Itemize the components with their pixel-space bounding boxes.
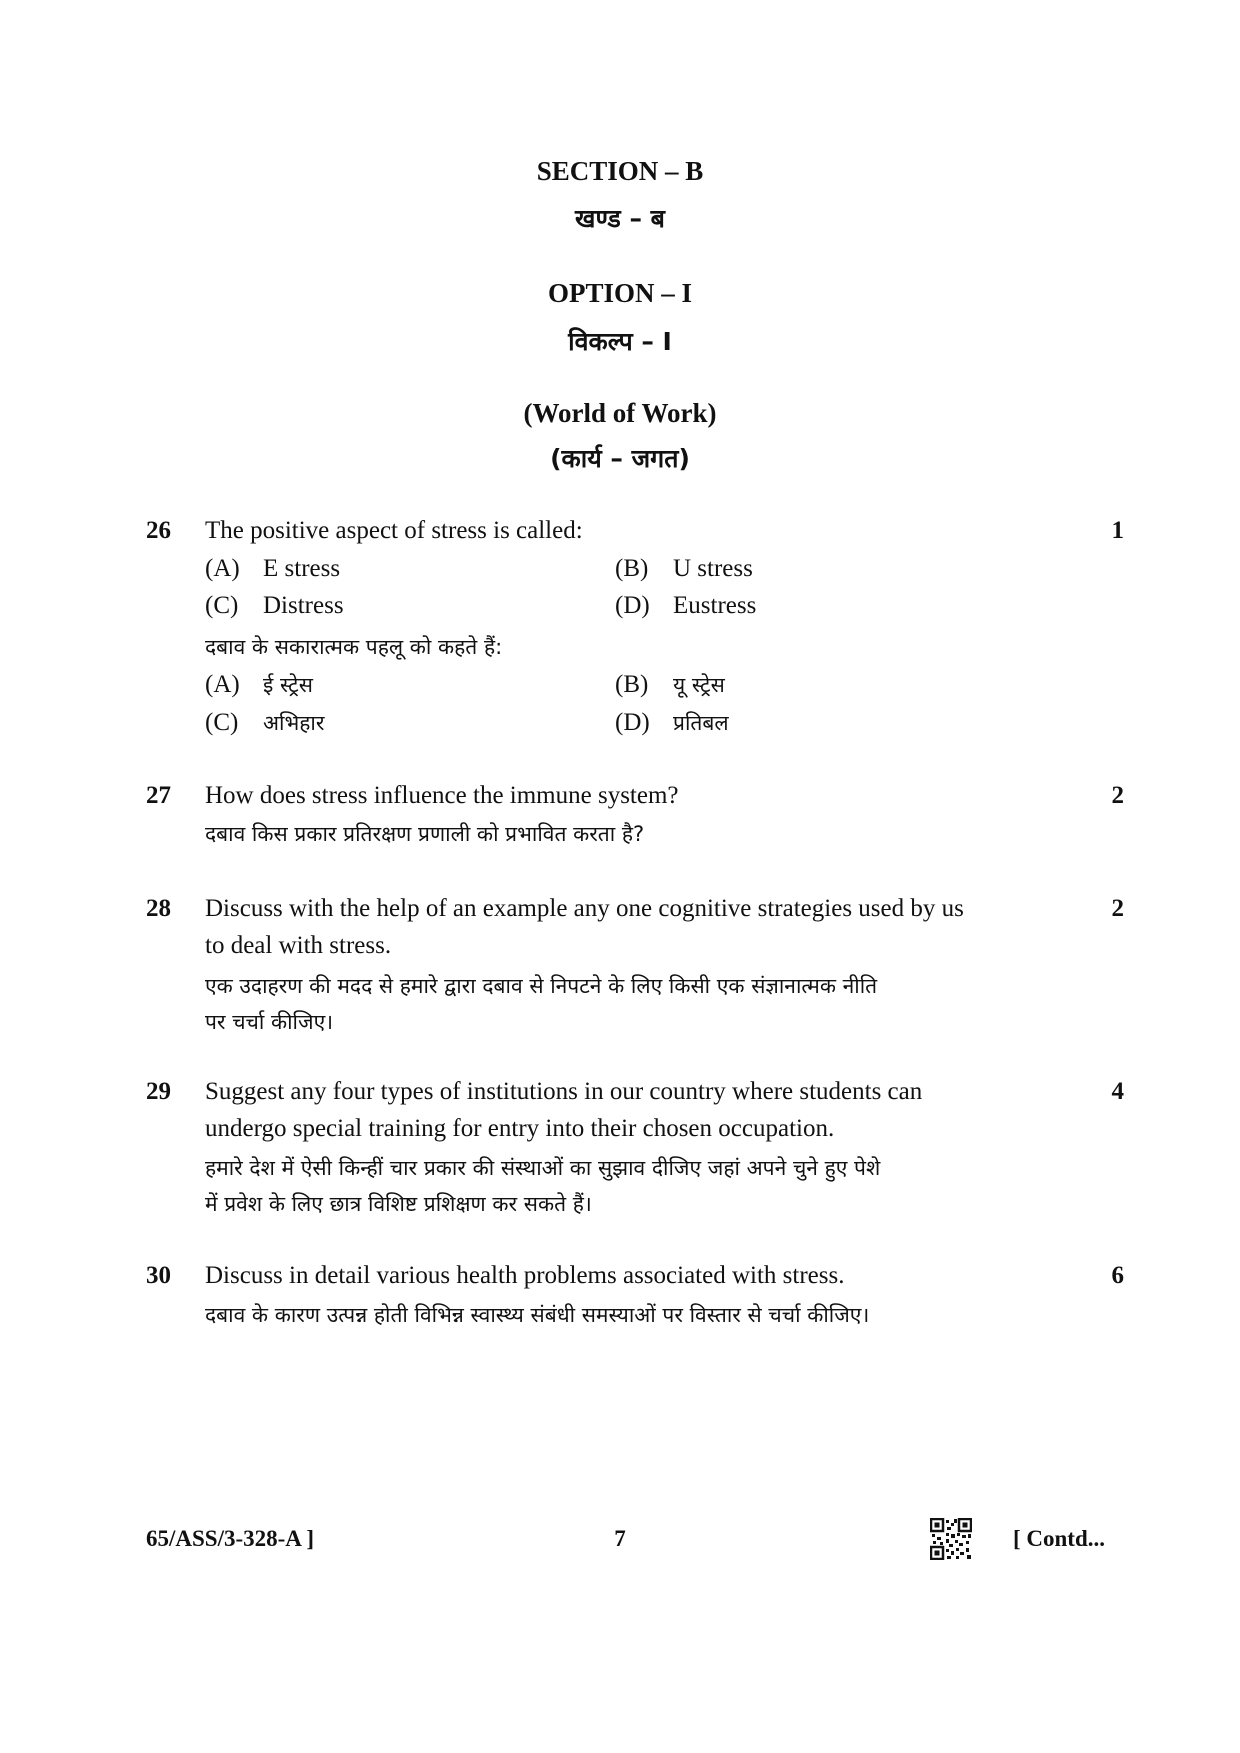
question-text-hindi: हमारे देश में ऐसी किन्हीं चार प्रकार की संस्थाओं का सुझाव दीजिए जहां अपने चुने हुए पेशे [205, 1156, 881, 1180]
option-c-hindi [205, 709, 324, 737]
question-text-hindi: दबाव के कारण उत्पन्न होती विभिन्न स्वास्थ्य संबंधी समस्याओं पर विस्तार से चर्चा कीजिए। [205, 1303, 870, 1327]
option-b [615, 555, 753, 583]
option-text: Distress [263, 592, 344, 619]
option-a [205, 555, 340, 583]
option-title: OPTION – I [547, 278, 693, 308]
option-label: (B) [615, 671, 649, 698]
question-text: Discuss with the help of an example any one cognitive strategies used by us [205, 895, 964, 922]
question-text: The positive aspect of stress is called: [205, 517, 583, 544]
question-text-hindi: दबाव के सकारात्मक पहलू को कहते हैं: [205, 635, 503, 659]
option-text: ई स्ट्रेस [263, 673, 313, 697]
question-text: Discuss in detail various health problems associated with stress. [205, 1262, 845, 1289]
option-text: E stress [263, 555, 341, 582]
question-text-hindi: दबाव किस प्रकार प्रतिरक्षण प्रणाली को प्रभावित करता है? [205, 822, 645, 846]
option-label: (C) [205, 709, 239, 736]
question-marks: 1 [1111, 517, 1124, 544]
question-text: Suggest any four types of institutions in our country where students can [205, 1078, 923, 1105]
option-b-hindi [615, 671, 725, 699]
subject-title-hindi: (कार्य – जगत) [550, 444, 690, 473]
option-title-hindi: विकल्प – I [568, 327, 672, 356]
question-number: 28 [146, 895, 171, 922]
continued-label: [ Contd... [1013, 1526, 1106, 1551]
question-text: undergo special training for entry into their chosen occupation. [205, 1115, 835, 1142]
question-text: to deal with stress. [205, 932, 392, 959]
option-label: (A) [205, 671, 240, 698]
option-text: प्रतिबल [673, 711, 729, 735]
qr-code-icon [930, 1518, 972, 1560]
question-number: 30 [146, 1262, 171, 1289]
option-label: (A) [205, 555, 240, 582]
question-marks: 6 [1111, 1262, 1124, 1289]
question-marks: 4 [1111, 1078, 1124, 1105]
question-number: 26 [146, 517, 171, 544]
option-label: (D) [615, 709, 650, 736]
subject-title: (World of Work) [523, 398, 717, 428]
option-text: Eustress [673, 592, 757, 619]
option-label: (C) [205, 592, 239, 619]
option-d [615, 592, 756, 620]
option-text: अभिहार [263, 711, 325, 735]
option-text: U stress [673, 555, 753, 582]
section-title-hindi: खण्ड – ब [575, 204, 665, 233]
question-marks: 2 [1111, 895, 1124, 922]
question-number: 27 [146, 782, 171, 809]
option-d-hindi [615, 709, 729, 737]
option-a-hindi [205, 671, 313, 699]
paper-code: 65/ASS/3-328-A ] [146, 1526, 315, 1551]
question-text: How does stress influence the immune system? [205, 782, 679, 809]
question-text-hindi: में प्रवेश के लिए छात्र विशिष्ट प्रशिक्षण कर सकते हैं। [205, 1192, 592, 1216]
option-label: (D) [615, 592, 650, 619]
question-marks: 2 [1111, 782, 1124, 809]
page-number: 7 [614, 1526, 626, 1551]
option-c [205, 592, 344, 620]
section-title: SECTION – B [536, 156, 704, 186]
option-text: यू स्ट्रेस [673, 673, 725, 697]
question-number: 29 [146, 1078, 171, 1105]
question-text-hindi: एक उदाहरण की मदद से हमारे द्वारा दबाव से निपटने के लिए किसी एक संज्ञानात्मक नीति [205, 974, 878, 998]
option-label: (B) [615, 555, 649, 582]
question-text-hindi: पर चर्चा कीजिए। [205, 1010, 334, 1034]
